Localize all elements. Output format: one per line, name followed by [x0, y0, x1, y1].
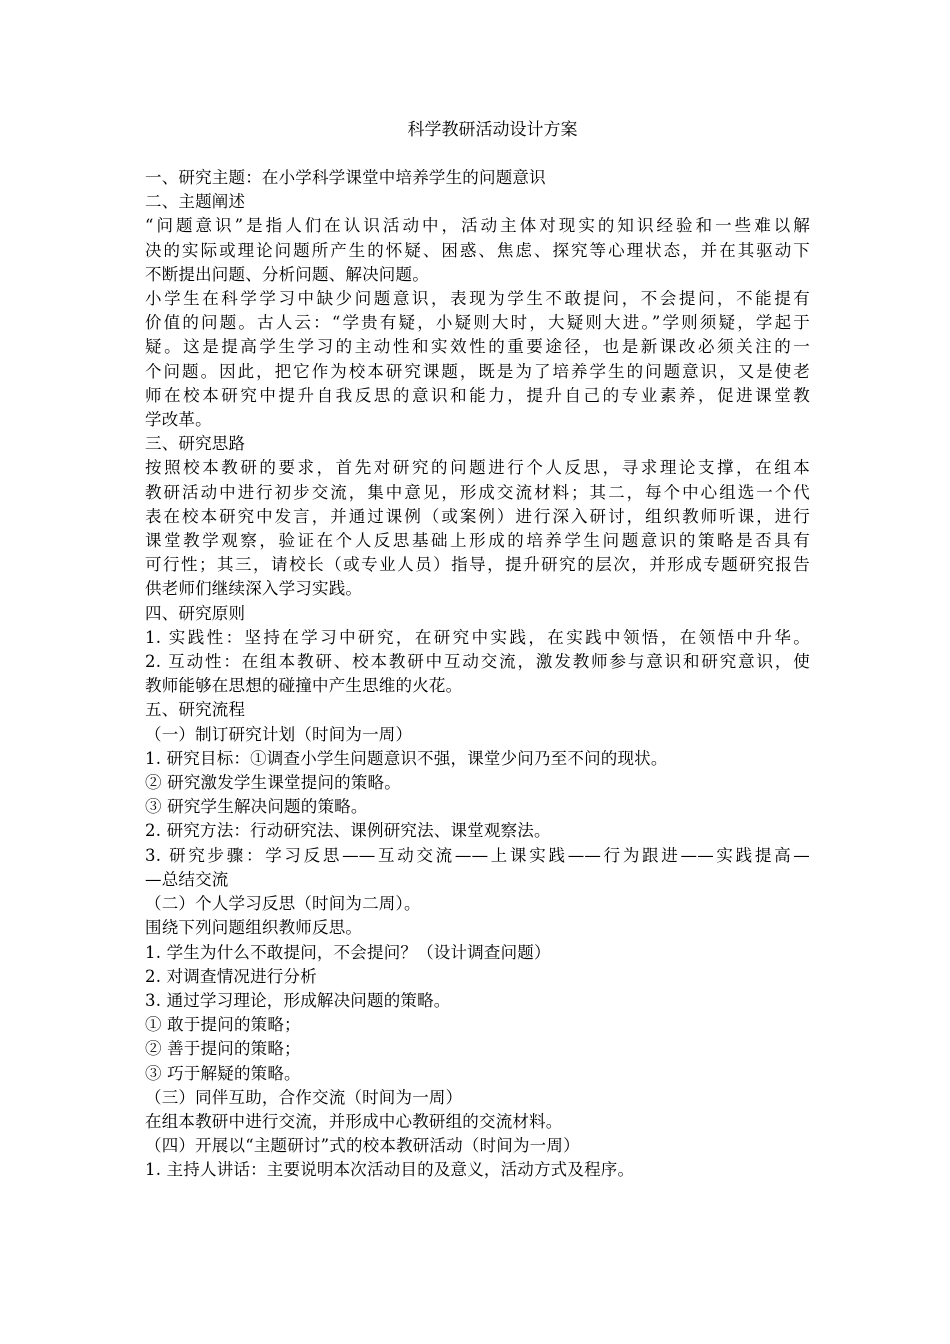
text-line: 围绕下列问题组织教师反思。: [145, 918, 363, 938]
text-line: 决的实际或理论问题所产生的怀疑、困惑、焦虑、探究等心理状态，并在其驱动下: [145, 240, 810, 260]
text-line: 个问题。因此，把它作为校本研究课题，既是为了培养学生的问题意识，又是使老: [145, 361, 810, 381]
text-line: （二）个人学习反思（时间为二周）。: [145, 894, 421, 914]
text-line: 1. 实践性：坚持在学习中研究，在研究中实践，在实践中领悟，在领悟中升华。: [145, 627, 810, 647]
text-line: 可行性；其三，请校长（或专业人员）指导，提升研究的层次，并形成专题研究报告: [145, 555, 810, 575]
text-line: 表在校本研究中发言，并通过课例（或案例）进行深入研讨，组织教师听课，进行: [145, 506, 810, 526]
text-line: 1. 主持人讲话：主要说明本次活动目的及意义，活动方式及程序。: [145, 1160, 635, 1180]
document-title: 科学教研活动设计方案: [407, 120, 578, 140]
text-line: 教研活动中进行初步交流，集中意见，形成交流材料；其二，每个中心组选一个代: [145, 482, 810, 502]
text-line: 五、研究流程: [145, 700, 246, 720]
text-line: 四、研究原则: [145, 603, 246, 623]
text-line: 三、研究思路: [145, 434, 246, 454]
text-line: ③ 研究学生解决问题的策略。: [145, 797, 368, 817]
text-line: （一）制订研究计划（时间为一周）: [145, 724, 413, 744]
text-line: “问题意识”是指人们在认识活动中，活动主体对现实的知识经验和一些难以解: [145, 216, 810, 236]
text-line: 疑。这是提高学生学习的主动性和实效性的重要途径，也是新课改必须关注的一: [145, 337, 810, 357]
text-line: —总结交流: [145, 869, 229, 889]
text-line: 不断提出问题、分析问题、解决问题。: [145, 264, 429, 284]
text-line: 1. 研究目标：①调查小学生问题意识不强，课堂少问乃至不问的现状。: [145, 748, 668, 768]
text-line: 在组本教研中进行交流，并形成中心教研组的交流材料。: [145, 1111, 563, 1131]
text-line: 3. 通过学习理论，形成解决问题的策略。: [145, 990, 451, 1010]
text-line: 按照校本教研的要求，首先对研究的问题进行个人反思，寻求理论支撑，在组本: [145, 458, 810, 478]
text-line: 2. 互动性：在组本教研、校本教研中互动交流，激发教师参与意识和研究意识，使: [145, 652, 810, 672]
document-page: [145, 118, 810, 1183]
text-line: ② 善于提问的策略；: [145, 1039, 301, 1059]
text-line: ③ 巧于解疑的策略。: [145, 1063, 301, 1083]
text-line: ② 研究激发学生课堂提问的策略。: [145, 773, 401, 793]
text-line: 3. 研究步骤：学习反思——互动交流——上课实践——行为跟进——实践提高—: [145, 845, 810, 865]
text-line: 1. 学生为什么不敢提问，不会提问？（设计调查问题）: [145, 942, 551, 962]
text-line: ① 敢于提问的策略；: [145, 1015, 301, 1035]
text-line: （四）开展以“主题研讨”式的校本教研活动（时间为一周）: [145, 1136, 580, 1156]
text-line: 教师能够在思想的碰撞中产生思维的火花。: [145, 676, 463, 696]
text-line: 师在校本研究中提升自我反思的意识和能力，提升自己的专业素养，促进课堂教: [145, 385, 810, 405]
text-line: 一、研究主题：在小学科学课堂中培养学生的问题意识: [145, 168, 546, 187]
text-line: 价值的问题。古人云：“学贵有疑，小疑则大时，大疑则大进。”学则须疑，学起于: [145, 313, 810, 333]
text-line: （三）同伴互助，合作交流（时间为一周）: [145, 1087, 463, 1107]
text-line: 2. 研究方法：行动研究法、课例研究法、课堂观察法。: [145, 821, 551, 841]
text-line: 小学生在科学学习中缺少问题意识，表现为学生不敢提问，不会提问，不能提有: [145, 289, 810, 309]
text-line: 2. 对调查情况进行分析: [145, 966, 317, 986]
text-line: 课堂教学观察，验证在个人反思基础上形成的培养学生问题意识的策略是否具有: [145, 531, 810, 551]
document-body: [145, 166, 810, 1183]
text-line: 二、主题阐述: [145, 192, 246, 212]
text-line: 供老师们继续深入学习实践。: [145, 579, 363, 599]
text-line: 学改革。: [145, 410, 212, 430]
